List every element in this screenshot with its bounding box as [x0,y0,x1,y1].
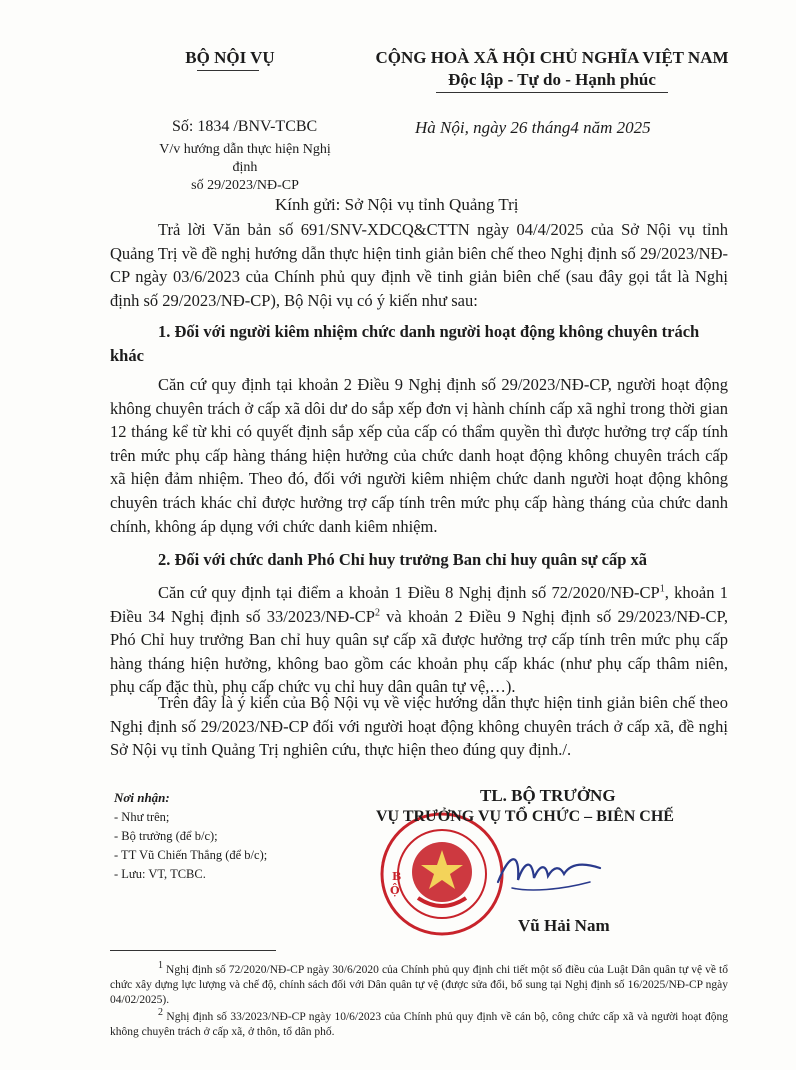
recipients-title: Nơi nhận: [114,790,170,805]
agency-underline [197,70,259,71]
footnote-ref-1: 1 [659,583,665,595]
recipient-item: - Như trên; [114,810,170,824]
section-2-paragraph [110,581,728,699]
svg-text:Ộ: Ộ [390,884,400,897]
place-and-date: Hà Nội, ngày 26 tháng4 năm 2025 [415,118,651,137]
recipient-item: - Lưu: VT, TCBC. [114,867,206,881]
motto-underline [436,92,668,93]
closing-paragraph [110,691,728,762]
signature-authority: TL. BỘ TRƯỞNG [480,786,616,805]
footnote-1-marker: 1 [158,960,163,972]
section-2-title: 2. Đối với chức danh Phó Chỉ huy trưởng Ban chỉ huy quân sự cấp xã [158,550,648,569]
document-number: Số: 1834 /BNV-TCBC [172,118,318,135]
footnote-ref-2: 2 [374,607,380,619]
section-2-text-part-2: , khoản 1 Điều 34 Nghị định số 33/2023/NĐ-CP [110,583,728,626]
subject-line-2: số 29/2023/NĐ-CP [191,178,299,193]
svg-text:B: B [392,870,402,883]
footnote-2-marker: 2 [158,1007,163,1019]
recipient-item: - Bộ trưởng (để b/c); [114,829,218,843]
section-1-text: Căn cứ quy định tại khoản 2 Điều 9 Nghị định số 29/2023/NĐ-CP, người hoạt động không chuyên trách ở cấp xã dôi dư do sắp xếp đơn vị hành chính cấp xã nghỉ trong thời gian 12 tháng kể từ khi có quyết định sắp xếp của cấp có thẩm quyền thì được hưởng trợ cấp tính trên mức phụ cấp hàng tháng hiện hưởng của chức danh hoạt động không chuyên trách cấp xã hiện đảm nhiệm. Theo đó, đối với người kiêm nhiệm chức danh người hoạt động không chuyên trách khác chỉ được hưởng trợ cấp tính trên mức phụ cấp hàng tháng của chức danh chính, không áp dụng với chức danh kiêm nhiệm. [110,375,728,536]
section-2-text-part-1: Căn cứ quy định tại điểm a khoản 1 Điều 8 Nghị định số 72/2020/NĐ-CP [158,583,660,602]
national-motto: Độc lập - Tự do - Hạnh phúc [448,70,656,89]
recipient-item: - TT Vũ Chiến Thắng (để b/c); [114,848,268,862]
footnote-1-text: Nghị định số 72/2020/NĐ-CP ngày 30/6/2020 của Chính phủ quy định chi tiết một số điều của Luật Dân quân tự vệ về tổ chức xây dựng lực lượng và chế độ, chính sách đối với Dân quân tự vệ (được sửa đổi, bổ sung tại Nghị định số 16/2025/NĐ-CP ngày 04/02/2025). [110,964,728,1006]
national-title: CỘNG HOÀ XÃ HỘI CHỦ NGHĨA VIỆT NAM [375,48,729,67]
recipient-line: Kính gửi: Sở Nội vụ tỉnh Quảng Trị [275,195,519,214]
intro-paragraph [110,218,728,312]
footnote-1 [110,960,728,1008]
section-2-text-part-3: và khoản 2 Điều 9 Nghị định số 29/2023/NĐ-CP, Phó Chỉ huy trưởng Ban chỉ huy quân sự cấp xã được hưởng trợ cấp tính trên mức phụ cấp hàng tháng hiện hưởng, không bao gồm các khoản phụ cấp khác (như phụ cấp thâm niên, phụ cấp đặc thù, phụ cấp chức vụ chỉ huy dân quân tự vệ,…). [110,606,728,697]
subject-line-1: V/v hướng dẫn thực hiện Nghị định [159,142,331,175]
document-subject [150,141,340,195]
signer-name: Vũ Hải Nam [518,916,610,935]
handwritten-signature-icon [490,842,610,902]
signature-position: VỤ TRƯỞNG VỤ TỔ CHỨC – BIÊN CHẾ [376,808,674,825]
intro-text: Trả lời Văn bản số 691/SNV-XDCQ&CTTN ngày 04/4/2025 của Sở Nội vụ tỉnh Quảng Trị về đề nghị hướng dẫn thực hiện tinh giản biên chế theo Nghị định số 29/2023/NĐ-CP ngày 03/6/2023 của Chính phủ quy định về tinh giản biên chế (sau đây gọi tắt là Nghị định số 29/2023/NĐ-CP), Bộ Nội vụ có ý kiến như sau: [110,220,728,310]
footnote-2-text: Nghị định số 33/2023/NĐ-CP ngày 10/6/2023 của Chính phủ quy định về cán bộ, công chức cấp xã và người hoạt động không chuyên trách ở cấp xã, ở thôn, tổ dân phố. [110,1011,728,1038]
section-1-title: 1. Đối với người kiêm nhiệm chức danh người hoạt động không chuyên trách khác [110,322,700,365]
footnote-separator [110,950,276,951]
closing-text: Trên đây là ý kiến của Bộ Nội vụ về việc hướng dẫn thực hiện tinh giản biên chế theo Nghị định số 29/2023/NĐ-CP đối với người hoạt động không chuyên trách ở cấp xã, đề nghị Sở Nội vụ tỉnh Quảng Trị nghiên cứu, thực hiện theo đúng quy định./. [110,693,728,760]
issuing-agency: BỘ NỘI VỤ [185,48,275,67]
official-seal-icon [378,810,506,938]
footnote-2 [110,1007,728,1040]
section-1-paragraph [110,373,728,538]
recipients-list [114,808,267,884]
